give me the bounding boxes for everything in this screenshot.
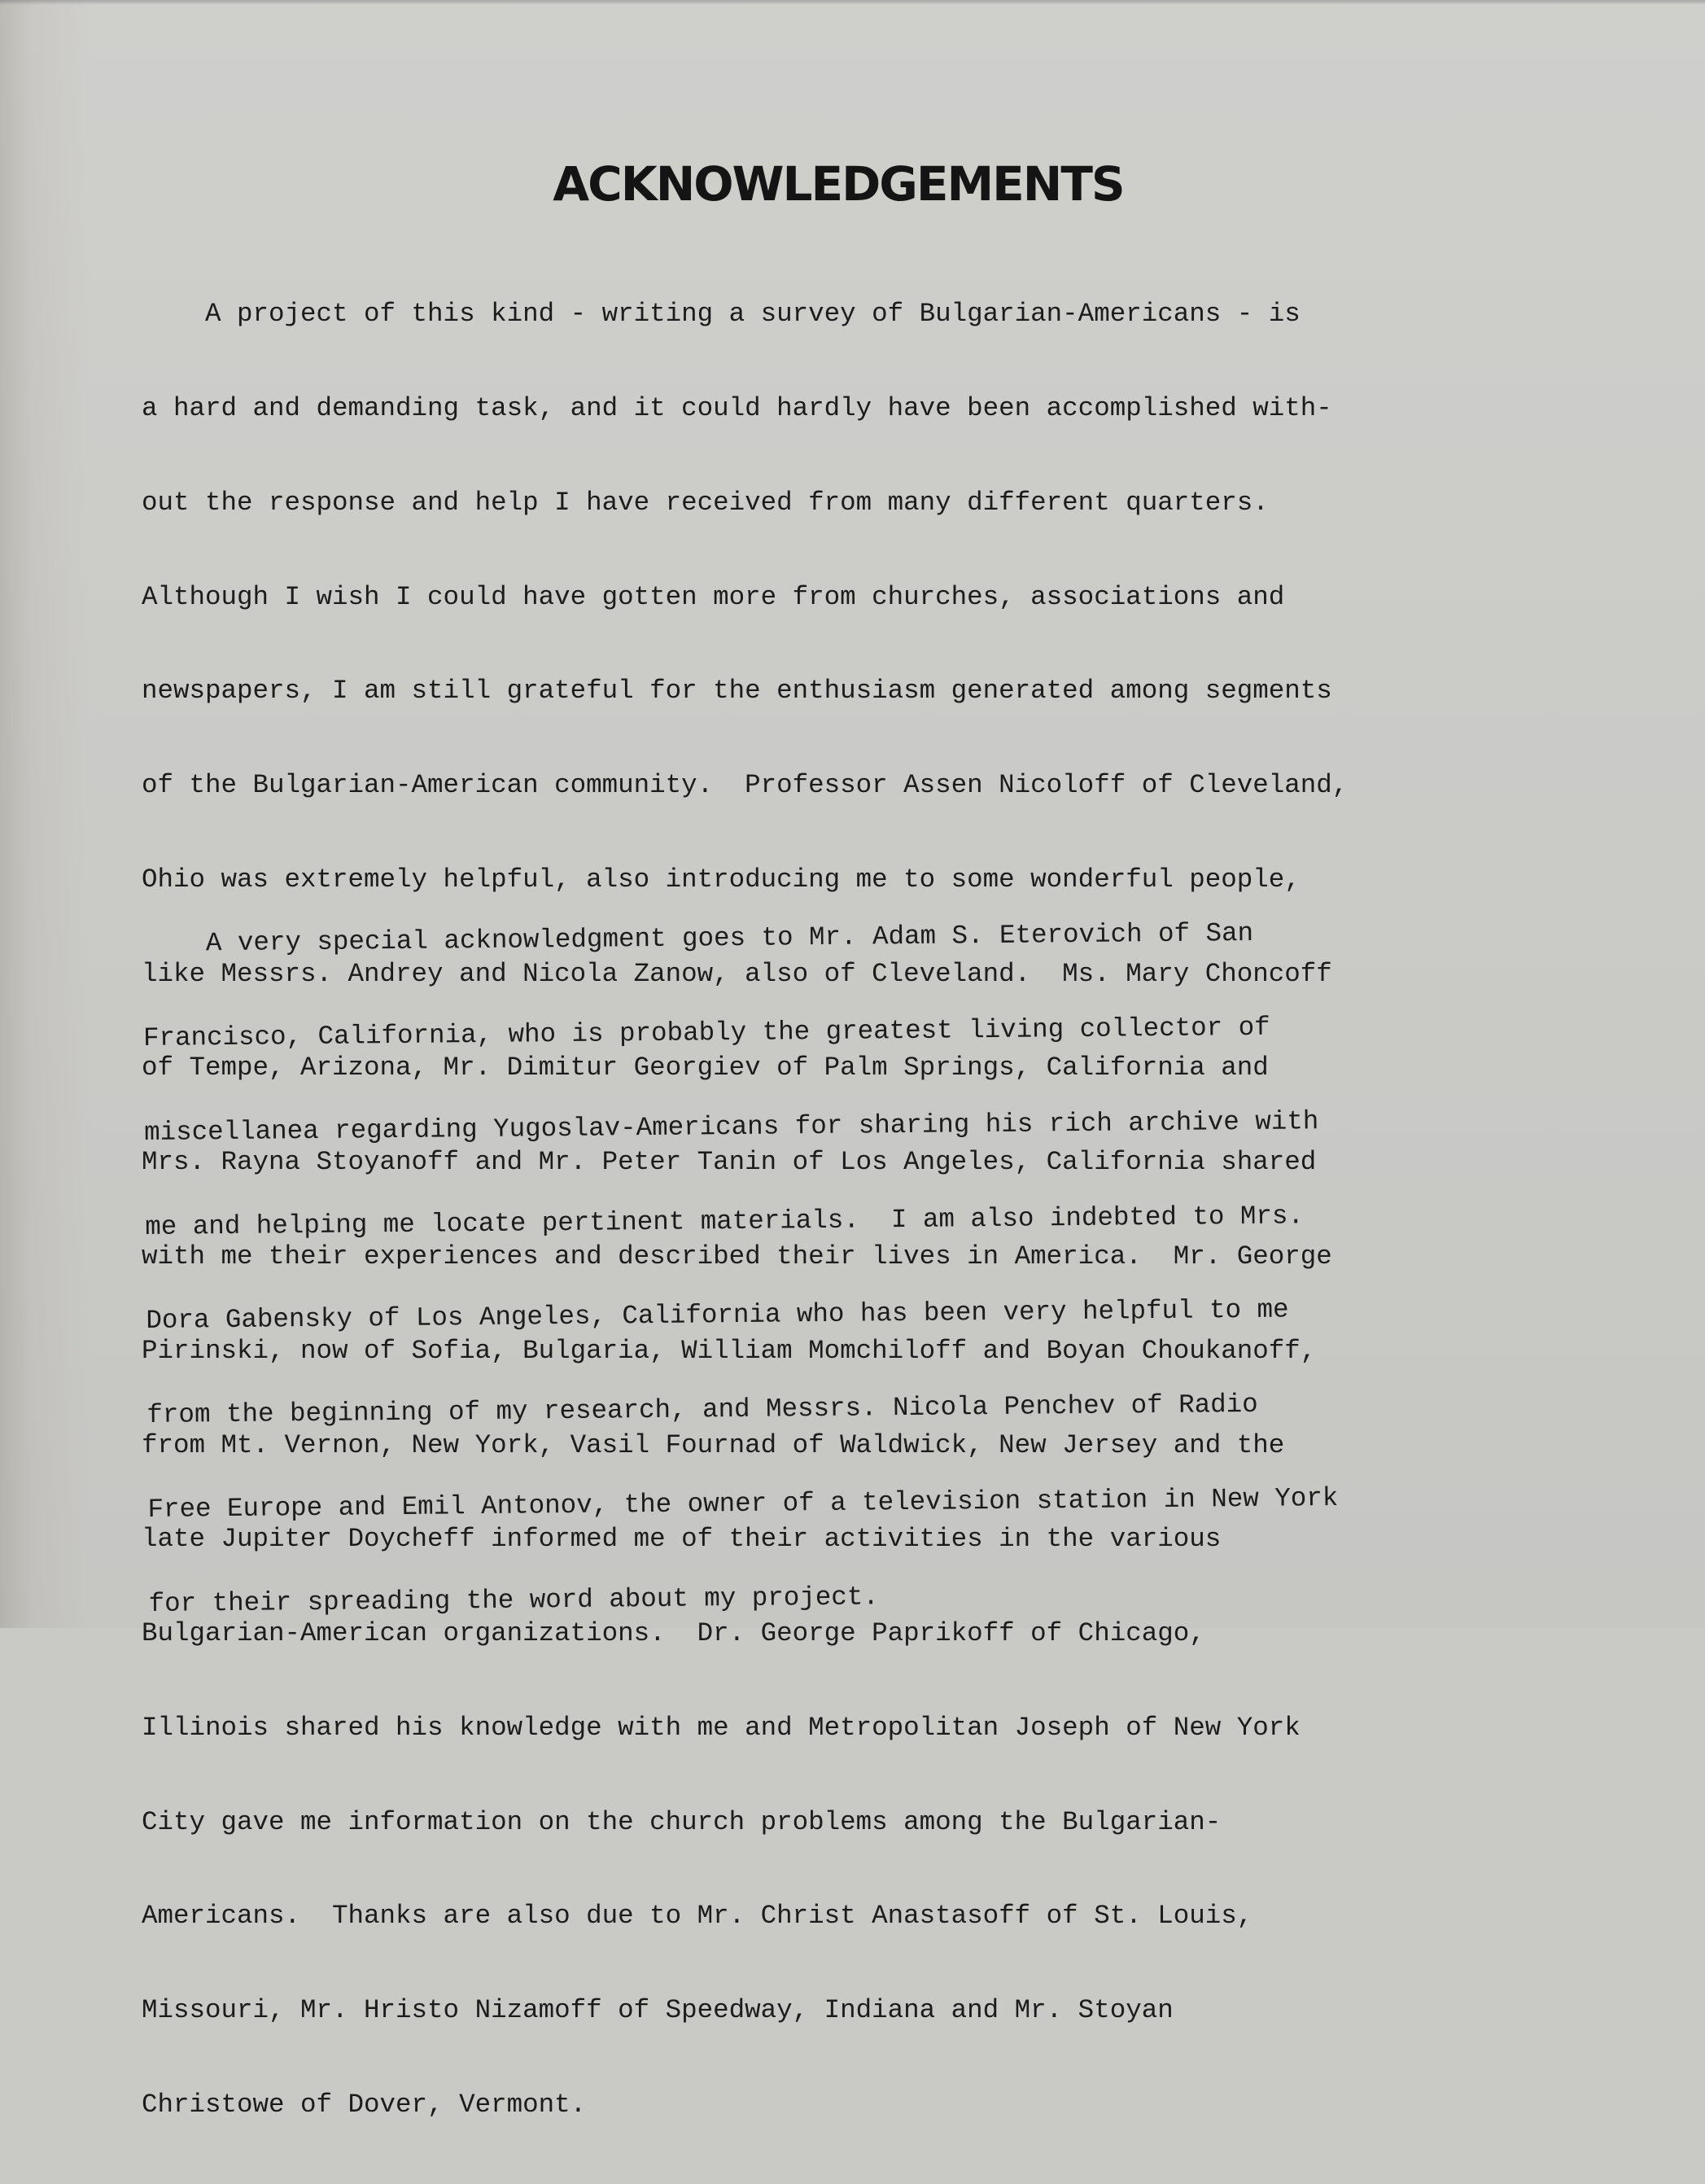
text-line: out the response and help I have received from many different quarters. bbox=[142, 487, 1269, 518]
text-line: City gave me information on the church problems among the Bulgarian- bbox=[142, 1806, 1222, 1837]
page-title: ACKNOWLEDGEMENTS bbox=[553, 156, 1124, 212]
text-line: like Messrs. Andrey and Nicola Zanow, also of Cleveland. Ms. Mary Choncoff bbox=[142, 958, 1332, 989]
text-line: from the beginning of my research, and Messrs. Nicola Penchev of Radio bbox=[146, 1389, 1258, 1431]
page-top-edge bbox=[0, 0, 1705, 5]
text-line: Francisco, California, who is probably the greatest living collector of bbox=[142, 1012, 1270, 1053]
text-line: Ohio was extremely helpful, also introducing me to some wonderful people, bbox=[142, 864, 1301, 895]
text-line: miscellanea regarding Yugoslav-Americans for sharing his rich archive with bbox=[143, 1105, 1319, 1148]
text-line: a hard and demanding task, and it could hardly have been accomplished with- bbox=[142, 392, 1332, 423]
text-line: me and helping me locate pertinent materials. I am also indebted to Mrs. bbox=[145, 1200, 1305, 1242]
text-line: late Jupiter Doycheff informed me of their activities in the various bbox=[142, 1524, 1222, 1555]
text-line: of the Bulgarian-American community. Professor Assen Nicoloff of Cleveland, bbox=[142, 770, 1349, 801]
text-line: for their spreading the word about my project. bbox=[148, 1582, 879, 1619]
text-line: Free Europe and Emil Antonov, the owner of a television station in New York bbox=[147, 1482, 1339, 1525]
text-line: Although I wish I could have gotten more from churches, associations and bbox=[142, 581, 1285, 612]
text-line: A project of this kind - writing a survey of Bulgarian-Americans - is bbox=[142, 299, 1301, 330]
text-line: Missouri, Mr. Hristo Nizamoff of Speedway, Indiana and Mr. Stoyan bbox=[142, 1995, 1174, 2026]
text-line: Pirinski, now of Sofia, Bulgaria, William Momchiloff and Boyan Choukanoff, bbox=[142, 1335, 1317, 1366]
text-line: Christowe of Dover, Vermont. bbox=[142, 2090, 587, 2121]
text-line: of Tempe, Arizona, Mr. Dimitur Georgiev of Palm Springs, California and bbox=[142, 1053, 1269, 1083]
text-line: with me their experiences and described their lives in America. Mr. George bbox=[142, 1241, 1332, 1271]
text-line: A very special acknowledgment goes to Mr. Adam S. Eterovich of San bbox=[142, 918, 1254, 960]
text-line: Mrs. Rayna Stoyanoff and Mr. Peter Tanin of Los Angeles, California shared bbox=[142, 1147, 1317, 1178]
text-line: from Mt. Vernon, New York, Vasil Fournad of Waldwick, New Jersey and the bbox=[142, 1429, 1285, 1460]
text-line: Bulgarian-American organizations. Dr. George Paprikoff of Chicago, bbox=[142, 1618, 1205, 1649]
paragraph-2 bbox=[142, 852, 1598, 1683]
text-line: Dora Gabensky of Los Angeles, California who has been very helpful to me bbox=[146, 1294, 1289, 1337]
text-line: newspapers, I am still grateful for the enthusiasm generated among segments bbox=[142, 676, 1332, 707]
text-line: Illinois shared his knowledge with me and Metropolitan Joseph of New York bbox=[142, 1712, 1301, 1743]
text-line: Americans. Thanks are also due to Mr. Christ Anastasoff of St. Louis, bbox=[142, 1901, 1253, 1932]
